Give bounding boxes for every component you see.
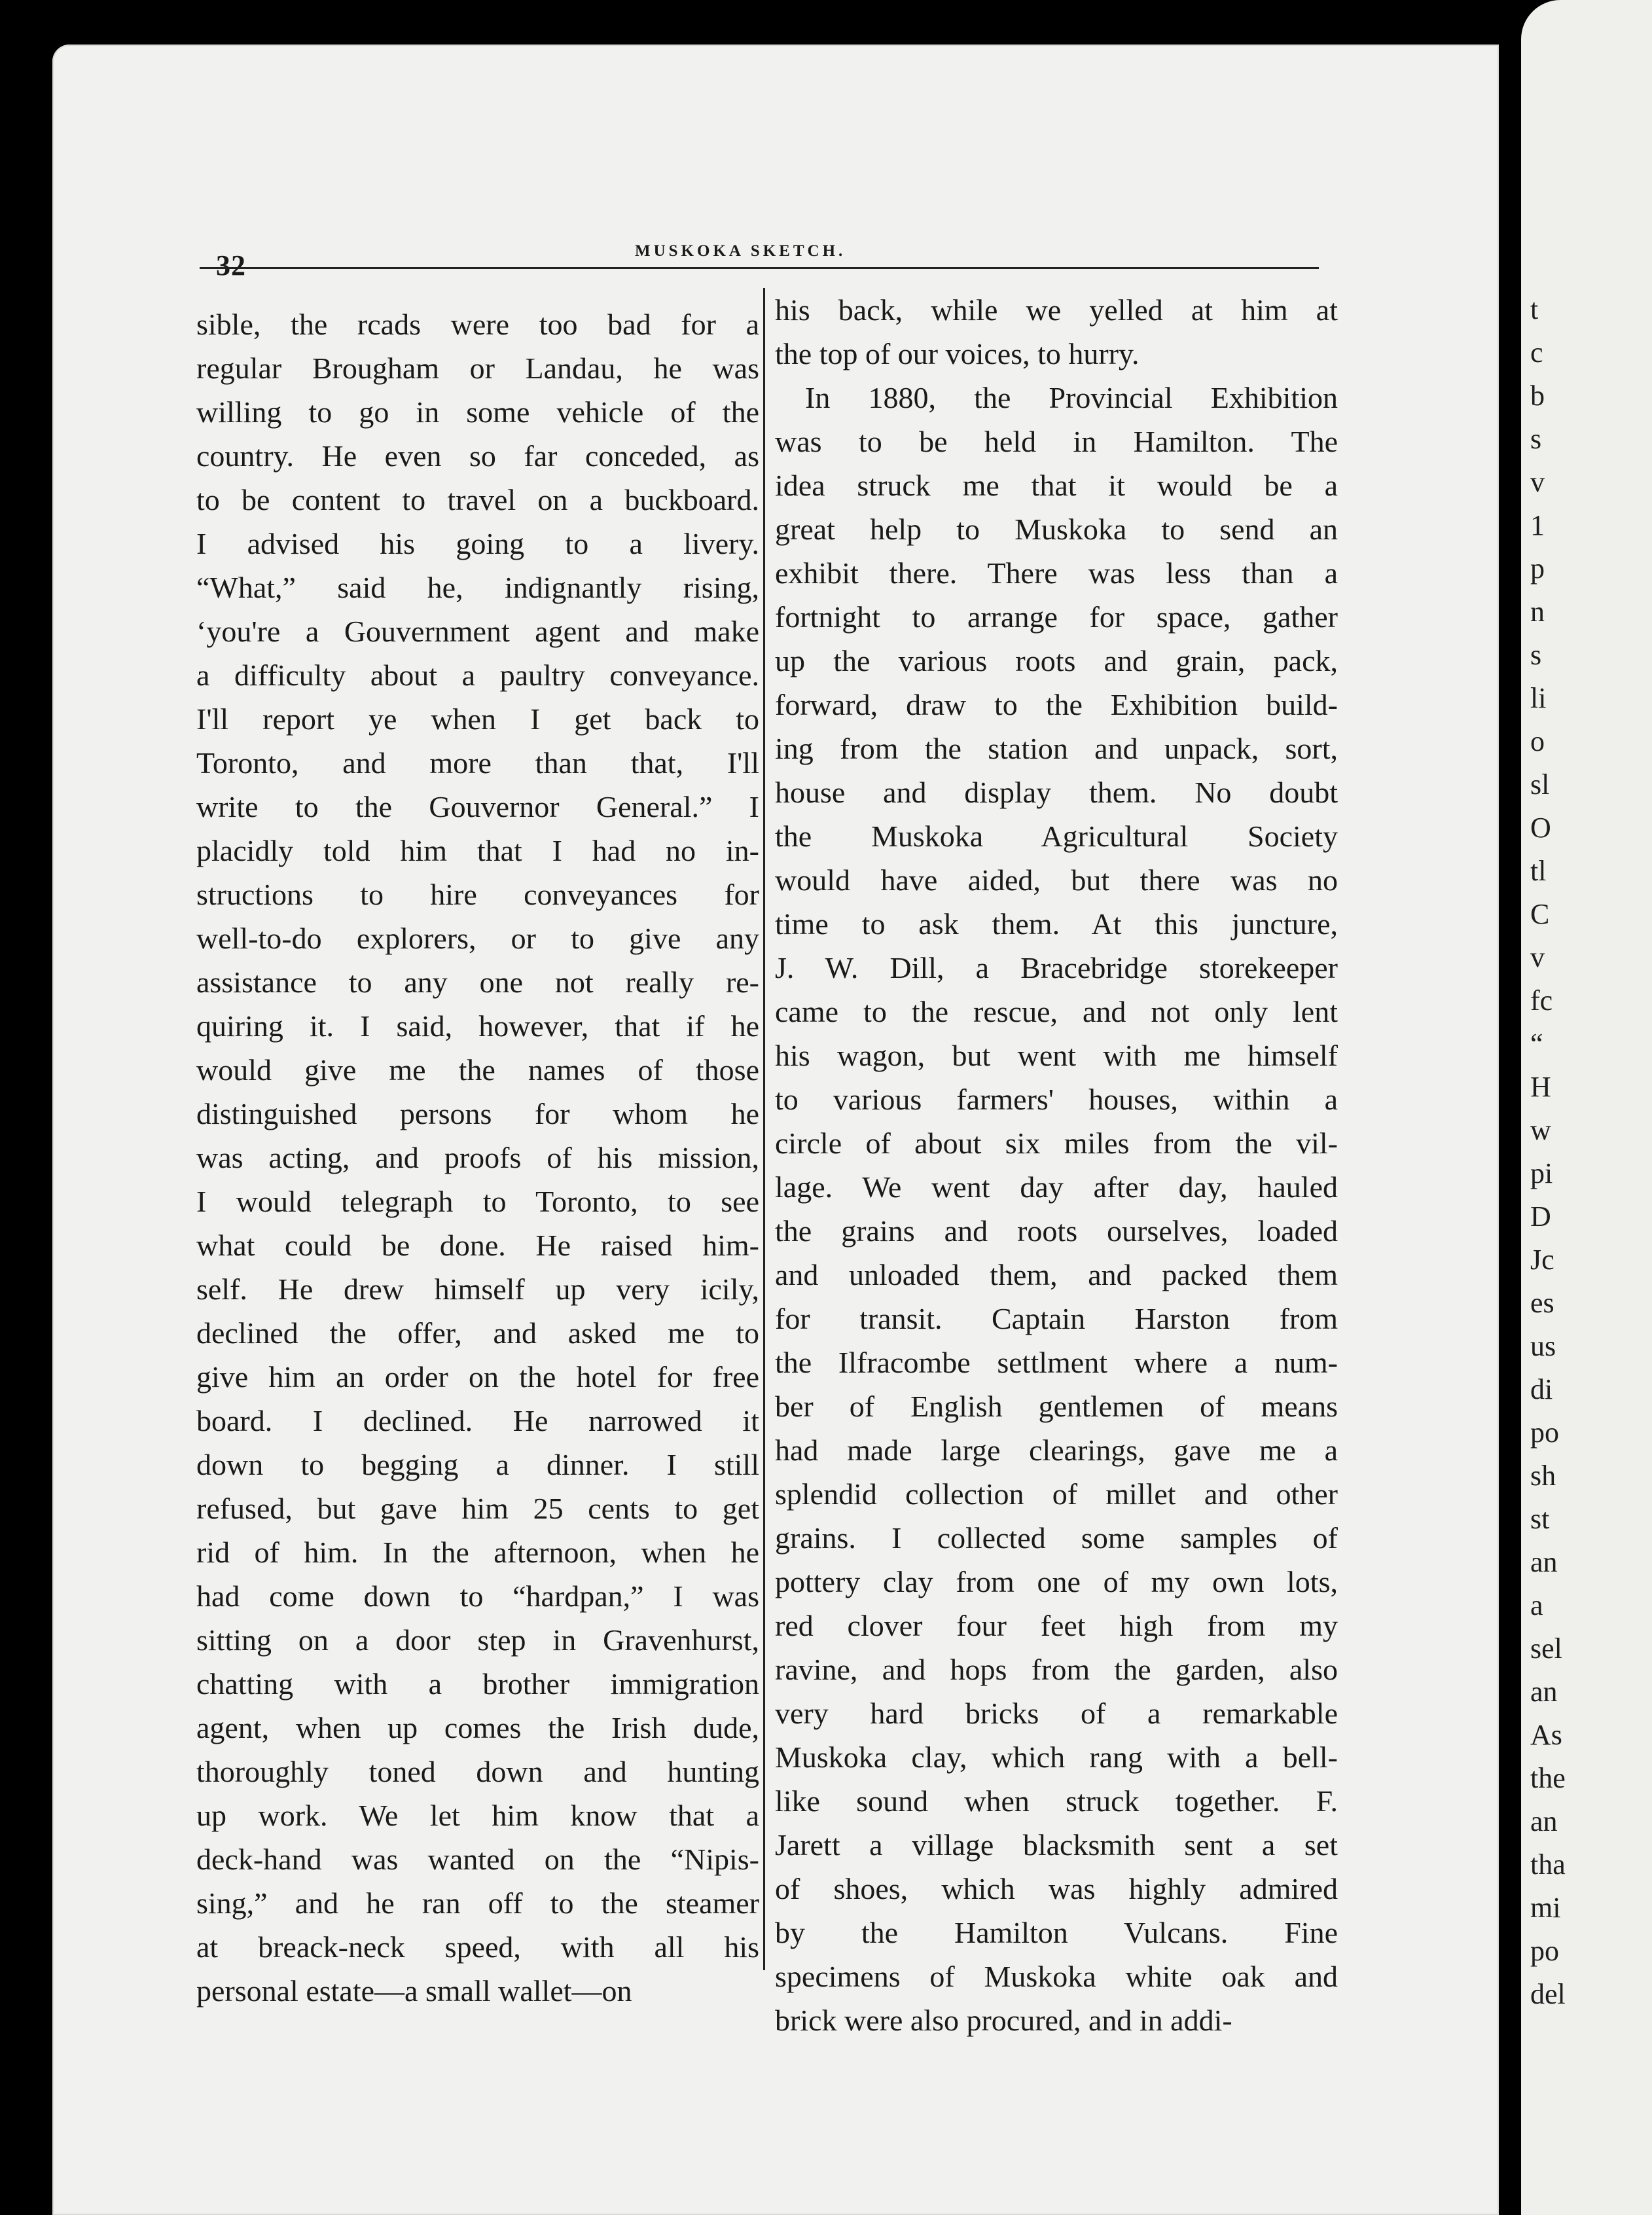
text-line: rid of him. In the afternoon, when he	[196, 1536, 759, 1569]
text-line: was acting, and proofs of his mission,	[196, 1141, 759, 1174]
text-line: ber of English gentlemen of means	[775, 1390, 1338, 1423]
text-line: forward, draw to the Exhibition build-	[775, 688, 1338, 721]
text-line: I would telegraph to Toronto, to see	[196, 1185, 759, 1218]
next-page-fragment: the	[1530, 1762, 1566, 1794]
next-page-fragment: es	[1530, 1287, 1554, 1319]
column-divider	[763, 288, 765, 1970]
next-page-fragment: v	[1530, 466, 1545, 498]
text-line: personal estate—a small wallet—on	[196, 1974, 632, 2008]
next-page-fragment: fc	[1530, 984, 1553, 1017]
header-rule	[200, 267, 1319, 269]
next-page-fragment: b	[1530, 380, 1545, 412]
right-column	[775, 288, 1338, 2042]
text-line: sing,” and he ran off to the steamer	[196, 1886, 759, 1920]
text-line: idea struck me that it would be a	[775, 469, 1338, 502]
text-line: very hard bricks of a remarkable	[775, 1697, 1338, 1730]
text-line: regular Brougham or Landau, he was	[196, 351, 759, 385]
next-page-fragment: 1	[1530, 509, 1545, 541]
text-line: his wagon, but went with me himself	[775, 1039, 1338, 1072]
text-line: his back, while we yelled at him at	[775, 293, 1338, 327]
text-line: like sound when struck together. F.	[775, 1784, 1338, 1818]
page-number: 32	[216, 249, 246, 281]
text-line: down to begging a dinner. I still	[196, 1448, 759, 1481]
next-page-fragment: an	[1530, 1676, 1558, 1708]
text-line: grains. I collected some samples of	[775, 1521, 1338, 1555]
text-line: specimens of Muskoka white oak and	[775, 1960, 1338, 1993]
text-line: the Ilfracombe settlment where a num-	[775, 1346, 1338, 1379]
next-page-fragment: an	[1530, 1546, 1558, 1578]
next-page-fragment: H	[1530, 1071, 1551, 1103]
text-line: to be content to travel on a buckboard.	[196, 483, 759, 516]
text-line: sitting on a door step in Gravenhurst,	[196, 1623, 759, 1657]
text-line: chatting with a brother immigration	[196, 1667, 759, 1701]
page-gutter	[1499, 0, 1521, 2215]
next-page-fragment: Jc	[1530, 1244, 1554, 1276]
next-page-fragment: st	[1530, 1503, 1550, 1535]
text-line: up work. We let him know that a	[196, 1799, 759, 1832]
text-line: well-to-do explorers, or to give any	[196, 922, 759, 955]
text-line: splendid collection of millet and other	[775, 1477, 1338, 1511]
next-page-fragment: sel	[1530, 1632, 1562, 1665]
text-line: the Muskoka Agricultural Society	[775, 819, 1338, 853]
text-line: quiring it. I said, however, that if he	[196, 1009, 759, 1043]
text-line: pottery clay from one of my own lots,	[775, 1565, 1338, 1598]
next-page-fragment: c	[1530, 336, 1543, 369]
text-line: write to the Gouvernor General.” I	[196, 790, 759, 823]
next-page-fragment: As	[1530, 1719, 1562, 1751]
text-line: to various farmers' houses, within a	[775, 1083, 1338, 1116]
text-line: distinguished persons for whom he	[196, 1097, 759, 1130]
text-line: willing to go in some vehicle of the	[196, 395, 759, 429]
text-line: brick were also procured, and in addi-	[775, 2004, 1232, 2037]
text-line: In 1880, the Provincial Exhibition	[805, 381, 1338, 414]
text-line: “What,” said he, indignantly rising,	[196, 571, 759, 604]
text-line: fortnight to arrange for space, gather	[775, 600, 1338, 634]
text-line: red clover four feet high from my	[775, 1609, 1338, 1642]
text-line: what could be done. He raised him-	[196, 1229, 759, 1262]
text-line: house and display them. No doubt	[775, 776, 1338, 809]
text-line: I'll report ye when I get back to	[196, 702, 759, 736]
next-page-fragment: li	[1530, 682, 1547, 714]
text-line: ing from the station and unpack, sort,	[775, 732, 1338, 765]
next-page-fragment: p	[1530, 552, 1545, 585]
next-page-fragment: O	[1530, 812, 1551, 844]
text-line: placidly told him that I had no in-	[196, 834, 759, 867]
next-page-fragment: a	[1530, 1589, 1543, 1621]
next-page-fragment: po	[1530, 1935, 1559, 1967]
next-page-fragment: v	[1530, 941, 1545, 973]
next-page-fragment: po	[1530, 1416, 1559, 1449]
next-page-fragment: w	[1530, 1114, 1551, 1146]
text-line: give him an order on the hotel for free	[196, 1360, 759, 1394]
text-line: would give me the names of those	[196, 1053, 759, 1087]
left-column	[196, 302, 759, 2013]
text-line: lage. We went day after day, hauled	[775, 1170, 1338, 1204]
text-line: and unloaded them, and packed them	[775, 1258, 1338, 1291]
next-page-fragment: del	[1530, 1978, 1566, 2010]
text-line: Jarett a village blacksmith sent a set	[775, 1828, 1338, 1862]
text-line: assistance to any one not really re-	[196, 965, 759, 999]
text-line: circle of about six miles from the vil-	[775, 1126, 1338, 1160]
text-line: ravine, and hops from the garden, also	[775, 1653, 1338, 1686]
next-page-fragment: t	[1530, 293, 1539, 325]
text-line: J. W. Dill, a Bracebridge storekeeper	[775, 951, 1338, 984]
next-page-fragment: an	[1530, 1805, 1558, 1837]
next-page-fragment: s	[1530, 423, 1542, 455]
text-line: by the Hamilton Vulcans. Fine	[775, 1916, 1338, 1949]
text-line: came to the rescue, and not only lent	[775, 995, 1338, 1028]
text-line: the top of our voices, to hurry.	[775, 337, 1140, 370]
text-line: ‘you're a Gouvernment agent and make	[196, 615, 759, 648]
next-page-fragment: n	[1530, 596, 1545, 628]
text-line: I advised his going to a livery.	[196, 527, 759, 560]
text-line: had come down to “hardpan,” I was	[196, 1579, 759, 1613]
text-line: a difficulty about a paultry conveyance.	[196, 658, 759, 692]
text-line: of shoes, which was highly admired	[775, 1872, 1338, 1905]
text-line: sible, the rcads were too bad for a	[196, 308, 759, 341]
next-page-fragment: us	[1530, 1330, 1556, 1362]
text-line: the grains and roots ourselves, loaded	[775, 1214, 1338, 1248]
text-line: at breack-neck speed, with all his	[196, 1930, 759, 1964]
text-line: great help to Muskoka to send an	[775, 513, 1338, 546]
text-line: declined the offer, and asked me to	[196, 1316, 759, 1350]
text-line: time to ask them. At this juncture,	[775, 907, 1338, 941]
next-page-fragment: o	[1530, 725, 1545, 757]
text-line: self. He drew himself up very icily,	[196, 1272, 759, 1306]
text-line: was to be held in Hamilton. The	[775, 425, 1338, 458]
next-page-fragment: di	[1530, 1373, 1553, 1405]
next-page-fragment: C	[1530, 898, 1550, 930]
text-line: structions to hire conveyances for	[196, 878, 759, 911]
text-line: up the various roots and grain, pack,	[775, 644, 1338, 677]
text-line: for transit. Captain Harston from	[775, 1302, 1338, 1335]
text-line: agent, when up comes the Irish dude,	[196, 1711, 759, 1744]
text-line: had made large clearings, gave me a	[775, 1433, 1338, 1467]
text-line: thoroughly toned down and hunting	[196, 1755, 759, 1788]
next-page-fragment: pi	[1530, 1157, 1553, 1189]
next-page-fragment: mi	[1530, 1892, 1561, 1924]
text-line: refused, but gave him 25 cents to get	[196, 1492, 759, 1525]
next-page-fragment: sl	[1530, 768, 1550, 801]
text-line: Muskoka clay, which rang with a bell-	[775, 1740, 1338, 1774]
next-page-fragment: s	[1530, 639, 1542, 671]
text-line: board. I declined. He narrowed it	[196, 1404, 759, 1437]
text-line: deck-hand was wanted on the “Nipis-	[196, 1843, 759, 1876]
next-page-fragment: tha	[1530, 1848, 1566, 1881]
next-page-fragment: tl	[1530, 855, 1547, 887]
next-page-fragment: D	[1530, 1200, 1551, 1233]
next-page-edge	[1521, 0, 1652, 2215]
text-line: country. He even so far conceded, as	[196, 439, 759, 473]
text-line: Toronto, and more than that, I'll	[196, 746, 759, 780]
running-title: MUSKOKA SKETCH.	[635, 242, 846, 260]
next-page-fragment: sh	[1530, 1460, 1556, 1492]
text-line: would have aided, but there was no	[775, 863, 1338, 897]
text-line: exhibit there. There was less than a	[775, 556, 1338, 590]
next-page-fragment: “	[1530, 1028, 1543, 1060]
